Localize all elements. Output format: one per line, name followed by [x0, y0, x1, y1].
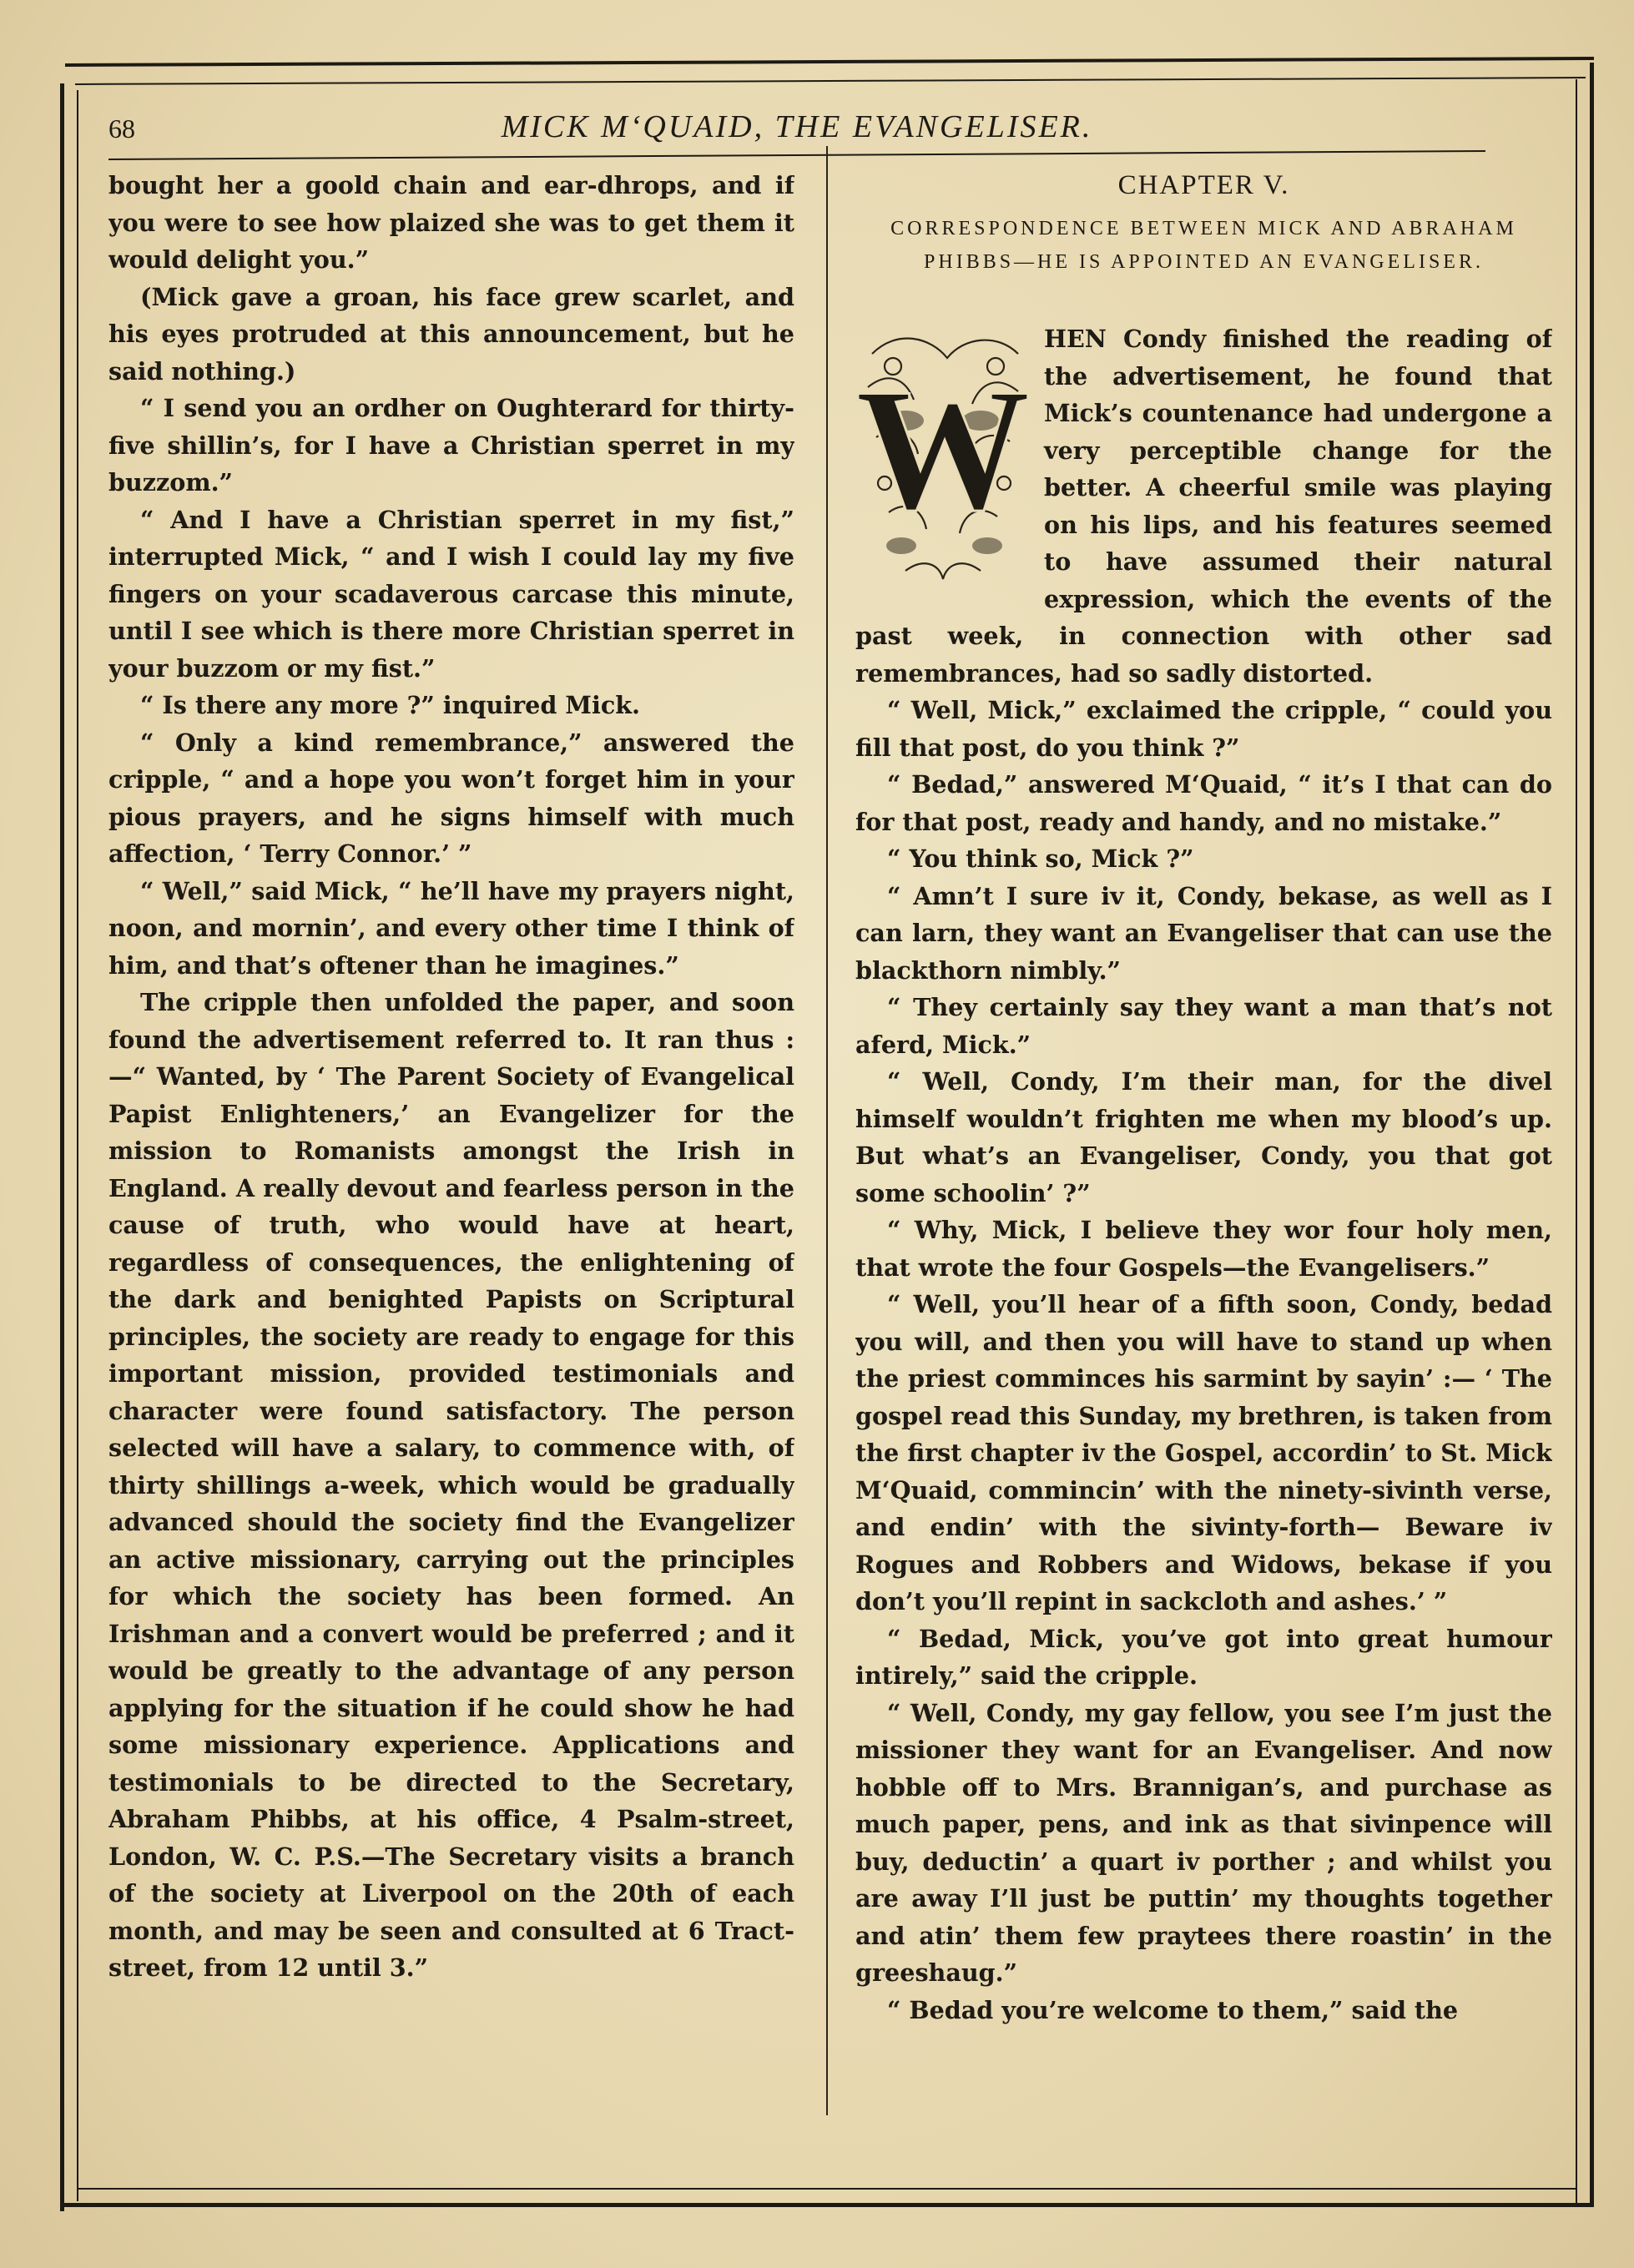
paragraph: “ Bedad,” answered M‘Quaid, “ it’s I that can do for that post, ready and handy, and no mistake.” — [855, 770, 1552, 836]
paragraph: HEN Condy finished the reading of the advertisement, he found that Mick’s countenance had undergone a very perceptible change for the better. A cheerful smile was playing on his lips, and his features seemed to have assumed their natural expression, which the events of the past week, in connection with other sad remembrances, had so sadly distorted. — [855, 325, 1552, 688]
opening-paragraph — [855, 320, 1552, 692]
dropcap-letter: W — [855, 353, 1031, 547]
paragraph: (Mick gave a groan, his face grew scarlet, and his eyes protruded at this announcement, but he said nothing.) — [108, 282, 794, 386]
right-column — [855, 167, 1552, 2103]
paragraph: “ Well, Condy, my gay fellow, you see I’m just the missioner they want for an Evangeliser. And now hobble off to Mrs. Brannigan’s, and purchase as much paper, pens, and ink as that sivinpence will buy, deductin’ a quart iv porther ; and whilst you are away I’ll just be puttin’ my thoughts together and atin’ them few praytees there roastin’ in the greeshaug.” — [855, 1698, 1552, 1987]
paragraph: bought her a goold chain and ear-dhrops, and if you were to see how plaized she was to get them it would delight you.” — [108, 171, 794, 274]
running-header — [108, 98, 1485, 157]
paragraph: “ Well, Mick,” exclaimed the cripple, “ could you fill that post, do you think ?” — [855, 696, 1552, 762]
paragraph: “ I send you an ordher on Oughterard for thirty-five shillin’s, for I have a Christian sperret in my buzzom.” — [108, 394, 794, 496]
paragraph: “ Well, Condy, I’m their man, for the divel himself wouldn’t frighten me when my blood’s up. But what’s an Evangeliser, Condy, you that got some schoolin’ ?” — [855, 1067, 1552, 1207]
top-border-rule-outer — [65, 57, 1594, 67]
top-border-rule-inner — [75, 77, 1586, 85]
paragraph: “ And I have a Christian sperret in my fist,” interrupted Mick, “ and I wish I could lay my five fingers on your scadaverous carcase this minute, until I see which is there more Christian sperret in your buzzom or my fist.” — [108, 505, 794, 683]
paragraph: “ Bedad, Mick, you’ve got into great humour intirely,” said the cripple. — [855, 1624, 1552, 1690]
column-divider — [826, 146, 828, 2115]
running-title: MICK M‘QUAID, THE EVANGELISER. — [501, 109, 1093, 144]
paragraph: “ Bedad you’re welcome to them,” said the — [887, 1995, 1459, 2024]
bottom-border-rule-inner — [77, 2188, 1577, 2190]
paragraph: “ You think so, Mick ?” — [887, 844, 1194, 873]
right-border-rule-outer — [1590, 63, 1594, 2207]
left-border-rule-inner — [77, 90, 78, 2201]
paragraph: “ Is there any more ?” inquired Mick. — [140, 691, 641, 719]
paragraph: “ Amn’t I sure iv it, Condy, bekase, as well as I can larn, they want an Evangeliser that can use the blackthorn nimbly.” — [855, 881, 1552, 985]
paragraph: “ Why, Mick, I believe they wor four holy men, that wrote the four Gospels—the Evangelisers.” — [855, 1216, 1552, 1282]
right-border-rule-inner — [1576, 79, 1577, 2207]
left-border-rule-outer — [60, 83, 64, 2211]
paragraph: The cripple then unfolded the paper, and soon found the advertisement referred to. It ran thus :—“ Wanted, by ‘ The Parent Society of Evangelical Papist Enlighteners,’ an Evangelizer for the mission to Romanists amongst the Irish in England. A really devout and fearless person in the cause of truth, who would have at heart, regardless of consequences, the enlightening of the dark and benighted Papists on Scriptural principles, the society are ready to engage for this important mission, provided testimonials and character were found satisfactory. The person selected will have a salary, to commence with, of thirty shillings a-week, which would be gradually advanced should the society find the Evangelizer an active missionary, carrying out the principles for which the society has been formed. An Irishman and a convert would be preferred ; and it would be greatly to the advantage of any person applying for the situation if he could show he had some missionary experience. Applications and testimonials to be directed to the Secretary, Abraham Phibbs, at his office, 4 Psalm-street, London, W. C. P.S.—The Secretary visits a branch of the society at Liverpool on the 20th of each month, and may be seen and consulted at 6 Tract-street, from 12 until 3.” — [108, 988, 794, 1982]
chapter-title: CHAPTER V. — [1117, 170, 1290, 200]
left-column — [108, 167, 794, 2103]
paragraph: “ Only a kind remembrance,” answered the cripple, “ and a hope you won’t forget him in your pious prayers, and he signs himself with much affection, ‘ Terry Connor.’ ” — [108, 728, 794, 868]
paragraph: “ They certainly say they want a man that’s not aferd, Mick.” — [855, 993, 1552, 1059]
paragraph: “ Well,” said Mick, “ he’ll have my prayers night, noon, and mornin’, and every other time I think of him, and that’s oftener than he imagines.” — [108, 876, 794, 980]
page-number: 68 — [108, 113, 135, 144]
chapter-summary: CORRESPONDENCE BETWEEN MICK AND ABRAHAM PHIBBS—HE IS APPOINTED AN EVANGELISER. — [890, 218, 1517, 273]
paragraph: “ Well, you’ll hear of a fifth soon, Condy, bedad you will, and then you will have to stand up when the priest comminces his sarmint by sayin’ :— ‘ The gospel read this Sunday, my brethren, is taken from the first chapter iv the Gospel, accordin’ to St. Mick M‘Quaid, commincin’ with the ninety-sivinth verse, and endin’ with the sivinty-forth— Beware iv Rogues and Robbers and Widows, bekase if you don’t you’ll repint in sackcloth and ashes.’ ” — [855, 1290, 1552, 1615]
bottom-border-rule-outer — [60, 2203, 1594, 2207]
ornamental-dropcap-icon — [855, 320, 1031, 587]
